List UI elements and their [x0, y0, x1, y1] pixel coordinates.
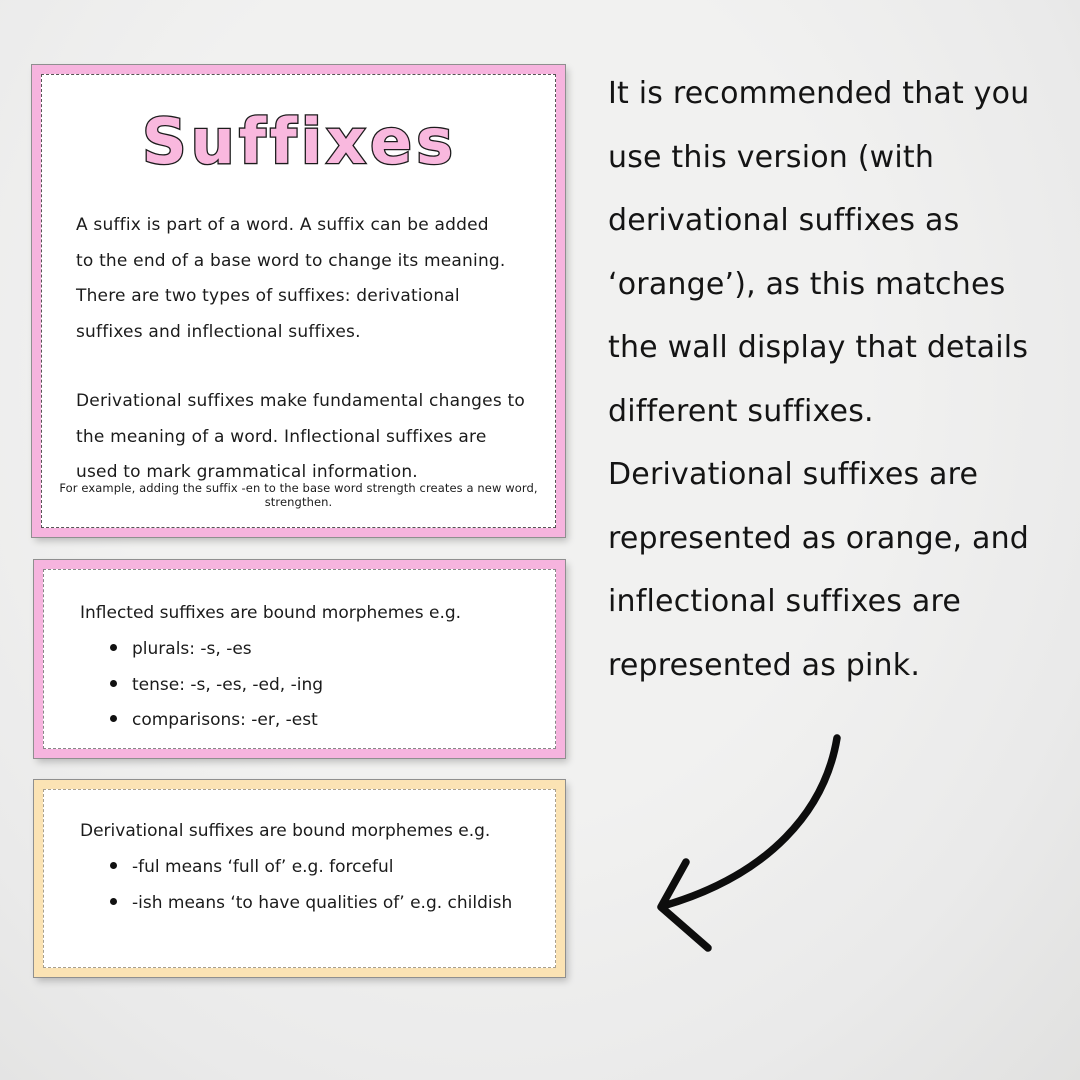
recommendation-note — [608, 62, 1068, 697]
inflected-card-inner — [43, 569, 556, 749]
poster-footnote: For example, adding the suffix -en to the base word strength creates a new word, strengthen. — [59, 481, 538, 509]
note-line: Derivational suffixes are — [608, 457, 979, 492]
note-line: the wall display that details — [608, 330, 1029, 365]
list-item — [80, 886, 535, 922]
note-line: different suffixes. — [608, 393, 874, 429]
suffixes-poster-card — [32, 65, 565, 537]
note-line: ‘orange’), as this matches — [608, 266, 1006, 302]
poster-text-line: suffixes and inflectional suffixes. — [76, 321, 361, 342]
poster-text-line: Derivational suffixes make fundamental changes to — [76, 391, 525, 411]
bullet-icon — [110, 680, 117, 687]
list-item — [80, 850, 535, 886]
list-item — [80, 668, 535, 704]
bullet-icon — [110, 715, 117, 722]
list-item — [80, 632, 535, 668]
suffixes-poster-inner — [41, 74, 556, 528]
poster-text-line: There are two types of suffixes: derivational — [76, 286, 460, 306]
bullet-text: -ful means ‘full of’ e.g. forceful — [132, 857, 394, 877]
bullet-text: plurals: -s, -es — [132, 639, 252, 659]
note-line: derivational suffixes as — [608, 203, 960, 238]
inflected-card-heading: Inflected suffixes are bound morphemes e.g. — [80, 603, 462, 623]
bullet-icon — [110, 898, 117, 905]
note-line: represented as pink. — [608, 647, 921, 683]
bullet-text: -ish means ‘to have qualities of’ e.g. childish — [132, 892, 513, 913]
note-line: It is recommended that you — [608, 76, 1030, 111]
poster-paragraph-2 — [76, 384, 523, 491]
bullet-text: tense: -s, -es, -ed, -ing — [132, 674, 324, 695]
derivational-card-heading: Derivational suffixes are bound morphemes e.g. — [80, 821, 491, 841]
bullet-text: comparisons: -er, -est — [132, 710, 318, 730]
derivational-card-inner — [43, 789, 556, 968]
note-line: use this version (with — [608, 139, 935, 175]
curved-arrow-icon — [620, 700, 920, 1000]
note-line: inflectional suffixes are — [608, 584, 961, 619]
poster-text-line: used to mark grammatical information. — [76, 462, 418, 482]
inflected-suffixes-card — [34, 560, 565, 758]
note-line: represented as orange, and — [608, 520, 1030, 556]
poster-text-line: the meaning of a word. Inflectional suffixes are — [76, 426, 487, 447]
poster-title: Suffixes — [142, 105, 457, 178]
list-item — [80, 703, 535, 739]
paragraph-spacer — [76, 350, 523, 384]
bullet-icon — [110, 862, 117, 869]
poster-text-line: A suffix is part of a word. A suffix can be added — [76, 215, 489, 235]
derivational-suffixes-card — [34, 780, 565, 977]
poster-text-line: to the end of a base word to change its meaning. — [76, 250, 506, 271]
bullet-icon — [110, 644, 117, 651]
poster-paragraph-1 — [76, 208, 523, 350]
